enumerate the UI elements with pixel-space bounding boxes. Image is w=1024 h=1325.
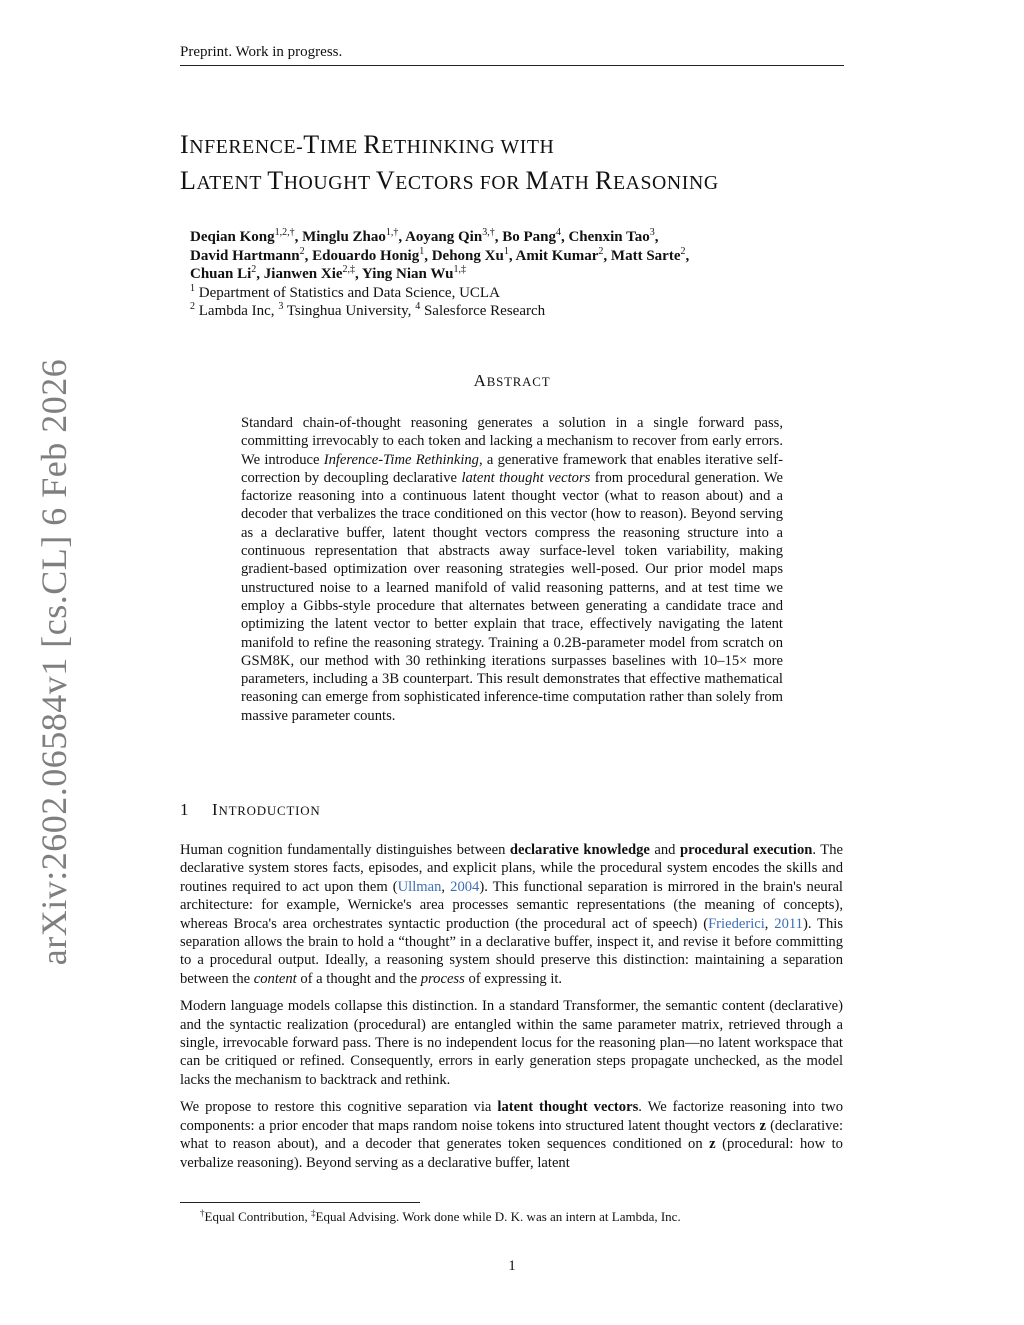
- author-name: Jianwen Xie: [263, 266, 343, 282]
- footnote-rule: [180, 1202, 420, 1203]
- title-text: R: [594, 166, 613, 195]
- text-span: of a thought and the: [296, 970, 421, 987]
- author-name: Chenxin Tao: [568, 229, 650, 245]
- arxiv-stamp: arXiv:2602.06584v1 [cs.CL] 6 Feb 2026: [34, 358, 74, 966]
- author-block: [190, 228, 810, 321]
- bold-term: latent thought vectors: [497, 1099, 639, 1116]
- affiliation-line-1: [190, 284, 810, 303]
- footnote-mark: ‡: [311, 1208, 316, 1218]
- title-text: I: [180, 130, 190, 159]
- abstract-span: , a generative framework that enables iterative self-correction by decoupling declarative: [241, 451, 783, 486]
- paper-title: [180, 128, 880, 200]
- author-affil-mark: 1,†: [385, 227, 399, 238]
- footnote-text: Equal Contribution,: [204, 1209, 312, 1224]
- heading-text: A: [473, 371, 487, 390]
- text-span: . We factorize reasoning into two components: a prior encoder that maps random noise tokens into structured latent thought vectors: [180, 1099, 843, 1134]
- bold-term: declarative knowledge: [509, 842, 650, 858]
- title-text: HOUGHT: [283, 172, 376, 194]
- title-text: ATH: [549, 172, 595, 194]
- author-name: Deqian Kong: [190, 229, 275, 245]
- math-symbol: z: [759, 1117, 766, 1134]
- footnote-mark: †: [200, 1208, 205, 1218]
- citation-link[interactable]: 2011: [774, 915, 803, 932]
- text-span: ,: [764, 915, 775, 932]
- affiliation-text: Lambda Inc,: [198, 303, 275, 319]
- section-number: 1: [180, 800, 190, 819]
- footnote: [200, 1209, 840, 1225]
- intro-paragraph-2: Modern language models collapse this distinction. In a standard Transformer, the semantic content (declarative) and the syntactic realization (procedural) are entangled within the same parameter matrix, retrieved through a single, irrevocable forward pass. There is no independent locus for the reasoning plan—no latent workspace that can be critiqued or refined. Consequently, errors in early generation steps propagate unchecked, as the model lacks the mechanism to backtrack and rethink.: [180, 998, 843, 1088]
- running-header: Preprint. Work in progress.: [180, 44, 343, 60]
- abstract-emphasis: Inference-Time Rethinking: [323, 451, 479, 468]
- author-name: Minglu Zhao: [302, 229, 386, 245]
- author-affil-mark: 2: [680, 245, 686, 257]
- author-line-1: Deqian Kong$^{1,2,\dagger}$, Minglu Zhao$^{1,\dagger}$, Aoyang Qin$^{3,\dagger}$, Bo Pang$^4$, Chenxin Tao$^3$,: [190, 227, 659, 245]
- citation-link[interactable]: Ullman: [397, 878, 442, 895]
- introduction-body: [180, 841, 843, 1181]
- affil-number: 1: [190, 282, 195, 294]
- math-symbol: z: [709, 1136, 716, 1153]
- author-affil-mark: 2: [598, 245, 604, 257]
- title-text: ECTORS FOR: [395, 172, 526, 194]
- page-number: 1: [508, 1258, 516, 1274]
- abstract-span: from procedural generation. We factorize reasoning into a continuous latent thought vector (what to reason about) and a decoder that verbalizes the trace conditioned on this vector (how to reason). Beyond serving as a declarative buffer, latent thought vectors compress the reasoning structure into a continuous representation that abstracts away surface-level token variability, making gradient-based optimization over reasoning strategies well-posed. Our prior model maps unstructured noise to a learned manifold of valid reasoning patterns, and at test time we employ a Gibbs-style procedure that alternates between generating a candidate trace and optimizing the latent vector to better explain that trace, effectively navigating the latent manifold to refine the reasoning strategy. Training a 0.2B-parameter model from scratch on GSM8K, our method with 30 rethinking iterations surpasses baselines with 10–15× more parameters, including a 3B counterpart. This result demonstrates that effective mathematical reasoning can emerge from sophisticated inference-time computation rather than solely from massive parameter counts.: [241, 469, 783, 724]
- heading-text: BSTRACT: [486, 374, 551, 389]
- author-name: Ying Nian Wu: [362, 266, 454, 282]
- text-span: of expressing it.: [464, 970, 563, 987]
- affil-number: 3: [278, 301, 284, 312]
- title-text: NFERENCE-: [189, 136, 304, 158]
- intro-paragraph-3: [180, 1098, 843, 1172]
- text-span: ). This separation allows the brain to hold a “thought” in a declarative buffer, inspect it, and revise it before committing to a procedural output. Ideally, a reasoning system should preserve this distinction: maintaining a separation between the: [180, 915, 843, 987]
- title-text: T: [303, 130, 320, 159]
- title-line-2: [180, 164, 880, 200]
- intro-paragraph-1: [180, 841, 843, 988]
- text-span: We propose to restore this cognitive separation via: [180, 1099, 498, 1116]
- title-text: EASONING: [612, 172, 719, 194]
- author-name: Chuan Li: [190, 266, 252, 282]
- title-text: R: [363, 130, 382, 159]
- text-span: and: [649, 842, 680, 858]
- title-text: V: [375, 166, 396, 195]
- title-text: IME: [319, 136, 364, 158]
- header-rule: [180, 65, 844, 66]
- author-affil-mark: 2: [251, 264, 257, 275]
- text-span: Human cognition fundamentally distinguishes between: [180, 842, 510, 858]
- footnote-text: Equal Advising. Work done while D. K. was an intern at Lambda, Inc.: [315, 1209, 681, 1224]
- abstract-emphasis: latent thought vectors: [461, 469, 591, 486]
- author-name: Bo Pang: [502, 229, 556, 245]
- title-text: L: [180, 166, 197, 195]
- author-affil-mark: 1: [503, 245, 509, 257]
- text-span: . The declarative system stores facts, episodes, and explicit plans, while the procedural system encodes the skills and routines required to act upon them (: [180, 842, 843, 895]
- title-text: ETHINKING WITH: [381, 136, 555, 158]
- author-name: Amit Kumar: [515, 247, 599, 264]
- author-affil-mark: 1,2,†: [274, 227, 295, 238]
- author-affil-mark: 3: [649, 227, 655, 238]
- affiliation-text: Department of Statistics and Data Science, UCLA: [198, 284, 500, 301]
- heading-text: I: [212, 800, 219, 819]
- title-text: M: [525, 166, 550, 195]
- author-affil-mark: 1,‡: [453, 264, 466, 275]
- citation-link[interactable]: Friederici: [708, 915, 765, 932]
- author-affil-mark: 2,‡: [342, 264, 356, 275]
- title-text: ATENT: [196, 172, 268, 194]
- text-span: (procedural: how to verbalize reasoning). Beyond serving as a declarative buffer, latent: [180, 1136, 843, 1171]
- author-name: David Hartmann: [190, 247, 300, 264]
- emphasis: process: [420, 970, 465, 987]
- bold-term: procedural execution: [680, 842, 813, 858]
- abstract-span: Standard chain-of-thought reasoning generates a solution in a single forward pass, committing irrevocably to each token and lacking a mechanism to recover from early errors. We introduce: [241, 415, 783, 468]
- title-line-1: [180, 128, 880, 164]
- affiliation-text: Salesforce Research: [423, 303, 546, 319]
- abstract-text: [241, 414, 783, 725]
- author-name: Aoyang Qin: [405, 229, 483, 245]
- text-span: (declarative: what to reason about), and a decoder that generates token sequences conditioned on: [180, 1117, 843, 1153]
- text-span: ,: [441, 878, 451, 895]
- author-affil-mark: 3,†: [482, 227, 495, 238]
- emphasis: content: [253, 970, 297, 987]
- text-span: ). This functional separation is mirrored in the brain's neural architecture: for example, Wernicke's area processes semantic representations (the meaning of concepts), whereas Broca's area orchestrates syntactic production (the procedural act of speech) (: [180, 878, 843, 932]
- author-affil-mark: 2: [299, 245, 305, 257]
- author-line-3: Chuan Li$^2$, Jianwen Xie$^{2,\ddagger}$, Ying Nian $Wu^{1,\ddagger}$: [190, 264, 466, 282]
- section-heading-introduction: [180, 800, 320, 820]
- title-text: T: [267, 166, 284, 195]
- affiliation-text: Tsinghua University,: [286, 303, 412, 319]
- abstract-heading: [180, 371, 844, 391]
- author-name: Matt Sarte: [610, 247, 681, 264]
- affil-number: 4: [415, 301, 421, 312]
- affiliation-line-2: [190, 302, 810, 321]
- citation-link[interactable]: 2004: [450, 878, 480, 895]
- author-name: Dehong Xu: [431, 247, 504, 264]
- author-name: Edouardo Honig: [312, 247, 420, 264]
- author-affil-mark: 1: [419, 245, 425, 257]
- author-line-2: David Hartmann$^2$, Edouardo Honig$^1$, Dehong Xu$^1$, Amit Kumar$^2$, Matt Sarte$^2$,: [190, 245, 690, 264]
- affil-number: 2: [190, 301, 195, 312]
- heading-text: NTRODUCTION: [218, 803, 321, 818]
- author-affil-mark: 4: [555, 227, 561, 238]
